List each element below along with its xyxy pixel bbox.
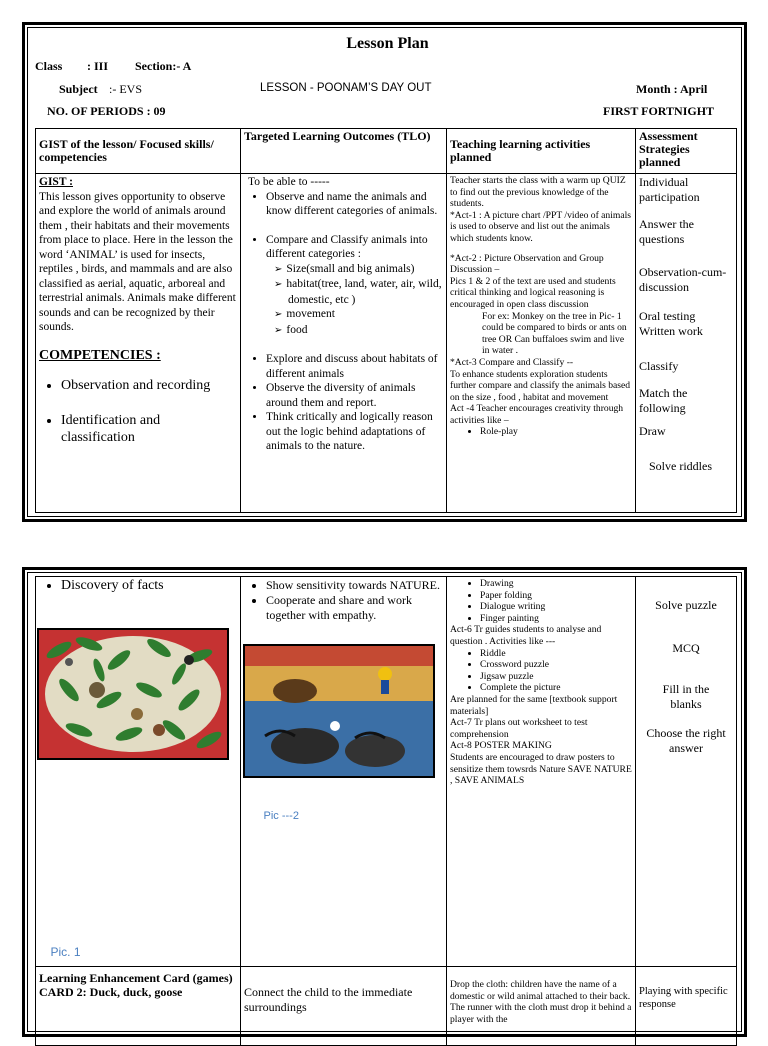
tla-paragraph: To enhance students exploration students further compare and classify the animals based on the size , food , habitat and movement xyxy=(450,368,631,403)
tla-list-3 xyxy=(450,648,632,694)
card-title: Learning Enhancement Card (games) xyxy=(39,971,233,985)
class-value: : III xyxy=(87,59,109,73)
tla-list xyxy=(450,426,632,438)
tla-paragraph: Pics 1 & 2 of the text are used and students critical thinking and logical reasoning is encouraged in open class discussion xyxy=(450,275,616,310)
assessment-cell xyxy=(636,174,737,513)
competencies-list xyxy=(39,377,237,446)
lesson-plan-page-2 xyxy=(22,567,747,1037)
tlo-item: • Observe the diversity of animals around them and report. xyxy=(266,381,443,410)
card-assess-cell: Playing with specific response xyxy=(636,967,737,1046)
card-cell xyxy=(36,967,241,1046)
jungle-animals-illustration xyxy=(39,630,227,758)
tla-paragraph: *Act-2 : Picture Observation and Group Discussion – xyxy=(450,252,604,276)
assessment-cell-2 xyxy=(636,577,737,967)
class-label: Class xyxy=(35,59,63,73)
tla-paragraph: Act-8 POSTER MAKING xyxy=(450,740,552,752)
pic-1-label: Pic. 1 xyxy=(50,944,81,959)
tlo-item: • Show sensitivity towards NATURE. xyxy=(266,578,443,593)
assessment-item: Solve puzzle xyxy=(655,598,717,612)
card-tlo-cell: Connect the child to the immediate surroundings xyxy=(241,967,447,1046)
subject-label: Subject xyxy=(59,82,98,96)
lesson-title: LESSON - POONAM’S DAY OUT xyxy=(260,82,432,94)
tla-paragraph: Act -4 Teacher encourages creativity through activities like – xyxy=(450,403,624,426)
tla-list-2 xyxy=(450,578,632,624)
col-header-tla: Teaching learning activities planned xyxy=(447,129,636,174)
periods-value: NO. OF PERIODS : 09 xyxy=(47,104,166,118)
assessment-item: Solve riddles xyxy=(649,459,712,473)
assessment-item: Observation-cum- discussion xyxy=(639,265,727,294)
gist-text: This lesson gives opportunity to observe and explore the world of animals around them , their habitats and their movements from place to place. Here in the lesson the word ‘ANIMAL’ is used for insects, reptiles , birds, and mammals and are also classified as aerial, aquatic, arboreal and terrestrial animals. Animals make different sounds and can be recognized by their sounds. xyxy=(39,190,236,333)
assessment-item: Classify xyxy=(639,359,679,373)
tlo-intro: To be able to ----- xyxy=(248,176,330,188)
card-name: CARD 2: Duck, duck, goose xyxy=(39,985,183,999)
tla-item: • Dialogue writing xyxy=(480,601,632,613)
month-value: Month : April xyxy=(636,82,708,96)
card-tla-cell: Drop the cloth: children have the name of a domestic or wild animal attached to their back. The runner with the cloth must drop it behind a player with the xyxy=(447,967,636,1046)
tlo-item: • Observe and name the animals and know different categories of animals. xyxy=(266,190,443,219)
pic-2-image xyxy=(243,644,435,778)
pic-2-label: Pic ---2 xyxy=(263,809,299,822)
tla-paragraph: For ex: Monkey on the tree in Pic- 1 could be compared to birds or ants on tree OR Can buffaloes swim and live in water . xyxy=(482,310,627,357)
col-header-tlo: Targeted Learning Outcomes (TLO) xyxy=(241,129,447,174)
assessment-item: Match the following xyxy=(639,386,688,415)
tlo-list-3 xyxy=(244,578,443,623)
tla-item: • Jigsaw puzzle xyxy=(480,671,632,683)
tla-paragraph: Teacher starts the class with a warm up QUIZ to find out the previous knowledge of the students. xyxy=(450,175,626,210)
tla-paragraph: *Act-3 Compare and Classify -- xyxy=(450,356,574,368)
lesson-plan-page-1 xyxy=(22,22,747,522)
assessment-item: MCQ xyxy=(672,641,700,655)
pic-1-image xyxy=(37,628,229,760)
assessment-item: Choose the right answer xyxy=(646,726,726,755)
col-header-assessment: Assessment Strategies planned xyxy=(636,129,737,174)
tlo-sub-item: ➢ habitat(tree, land, water, air, wild, domestic, etc ) xyxy=(288,277,443,307)
tlo-item: • Compare and Classify animals into different categories : xyxy=(266,233,443,262)
fortnight-value: FIRST FORTNIGHT xyxy=(603,104,715,118)
lesson-plan-table xyxy=(35,128,737,513)
tlo-item: • Explore and discuss about habitats of different animals xyxy=(266,352,443,381)
tla-item: • Complete the picture xyxy=(480,682,632,694)
tlo-cell xyxy=(241,174,447,513)
page-title: Lesson Plan xyxy=(346,35,429,52)
gist-item: • Discovery of facts xyxy=(61,578,237,593)
tla-item: • Drawing xyxy=(480,578,632,590)
tla-item: • Riddle xyxy=(480,648,632,660)
competency-item: • Observation and recording xyxy=(61,377,237,394)
tla-item: • Finger painting xyxy=(480,613,632,625)
subject-value: :- EVS xyxy=(109,82,142,96)
tla-paragraph: Act-7 Tr plans out worksheet to test comprehension xyxy=(450,717,588,740)
tla-paragraph: Are planned for the same [textbook support materials] xyxy=(450,693,618,717)
tla-paragraph: *Act-1 : A picture chart /PPT /video of animals is used to observe and list out the animals which students know. xyxy=(450,209,632,244)
tlo-sub-item: ➢ Size(small and big animals) xyxy=(288,262,443,278)
competencies-heading: COMPETENCIES : xyxy=(39,347,161,363)
tla-cell-2 xyxy=(447,577,636,967)
buffaloes-in-water-illustration xyxy=(245,646,433,776)
gist-cell xyxy=(36,174,241,513)
tlo-list xyxy=(244,190,443,262)
tlo-list-2 xyxy=(244,352,443,454)
tlo-item: • Cooperate and share and work together with empathy. xyxy=(266,593,443,623)
tlo-item: • Think critically and logically reason out the logic behind adaptations of animals to the nature. xyxy=(266,410,443,454)
tla-item: • Role-play xyxy=(480,426,632,438)
assessment-item: Fill in the blanks xyxy=(662,682,710,711)
tla-paragraph: Act-6 Tr guides students to analyse and question . Activities like --- xyxy=(450,624,602,647)
tlo-sub-list xyxy=(244,262,443,339)
gist-heading: GIST : xyxy=(39,176,73,188)
tla-item: • Paper folding xyxy=(480,590,632,602)
tlo-sub-item: ➢ food xyxy=(288,323,443,339)
competency-item: • Identification and classification xyxy=(61,412,237,446)
tlo-sub-item: ➢ movement xyxy=(288,307,443,323)
tla-cell xyxy=(447,174,636,513)
section-value: Section:- A xyxy=(135,59,192,73)
assessment-item: Answer the questions xyxy=(639,217,694,246)
tla-paragraph: Students are encouraged to draw posters to sensitize them towsrds Nature SAVE NATURE , SAVE ANIMALS xyxy=(450,751,632,787)
assessment-item: Draw xyxy=(639,424,666,438)
col-header-gist: GIST of the lesson/ Focused skills/ competencies xyxy=(36,129,241,174)
gist-list-2 xyxy=(39,578,237,593)
tla-item: • Crossword puzzle xyxy=(480,659,632,671)
assessment-item: Oral testing Written work xyxy=(639,309,703,338)
assessment-item: Individual participation xyxy=(639,175,700,204)
